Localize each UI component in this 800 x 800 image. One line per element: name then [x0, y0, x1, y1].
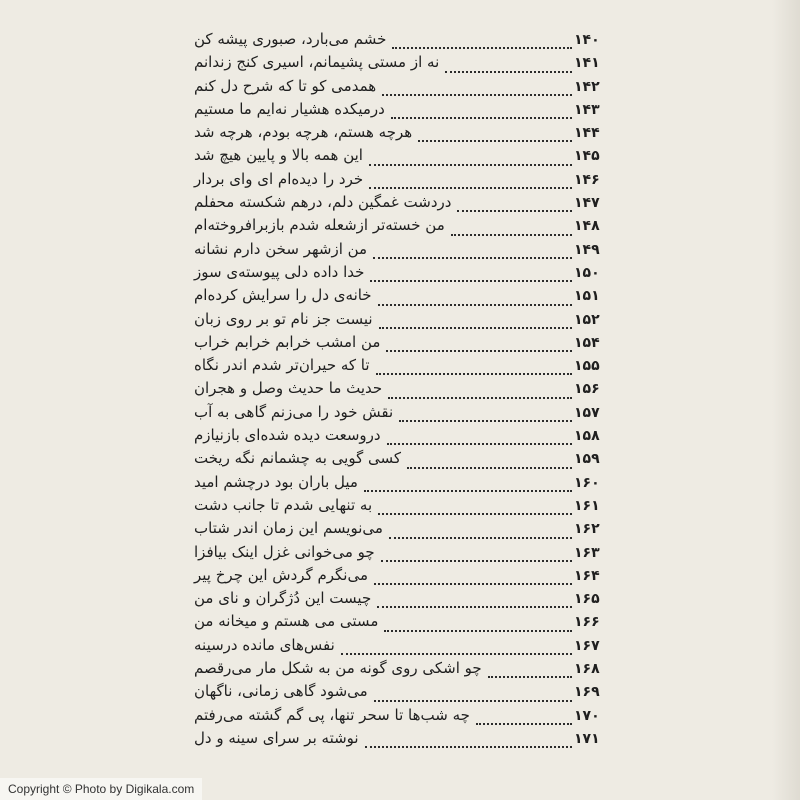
- toc-entry: [190, 77, 610, 100]
- table-of-contents: [190, 30, 610, 752]
- dot-leader: [445, 71, 572, 73]
- toc-entry-page-number: ۱۶۶: [574, 614, 600, 631]
- toc-entry-page-number: ۱۴۷: [574, 195, 600, 212]
- toc-entry: [190, 403, 610, 426]
- toc-entry-title: نقش خود را می‌زنم گاهی به آب: [194, 402, 394, 421]
- toc-entry: [190, 100, 610, 123]
- toc-entry-page-number: ۱۵۸: [574, 428, 600, 445]
- toc-entry-title: می‌نویسم این زمان اندر شتاب: [194, 519, 383, 538]
- toc-entry-title: درمیکده هشیار نه‌ایم ما مستیم: [194, 99, 385, 118]
- dot-leader: [382, 94, 572, 96]
- toc-entry-page-number: ۱۵۶: [574, 381, 600, 398]
- toc-entry-title: خدا داده دلی پیوسته‌ی سوز: [194, 262, 365, 281]
- dot-leader: [418, 140, 572, 142]
- toc-entry: [190, 53, 610, 76]
- toc-entry-title: من ازشهر سخن دارم نشانه: [194, 239, 368, 258]
- toc-entry-title: همدمی کو تا که شرح دل کنم: [194, 76, 377, 95]
- dot-leader: [365, 746, 572, 748]
- toc-entry: [190, 310, 610, 333]
- toc-entry-page-number: ۱۶۰: [574, 474, 600, 491]
- toc-entry-title: خشم می‌بارد، صبوری پیشه کن: [194, 30, 387, 48]
- dot-leader: [381, 560, 572, 562]
- toc-entry-title: من خسته‌تر ازشعله شدم بازبرافروخته‌ام: [194, 216, 445, 235]
- toc-entry-page-number: ۱۵۱: [574, 288, 600, 305]
- toc-entry-page-number: ۱۴۸: [574, 218, 600, 235]
- toc-entry-page-number: ۱۴۴: [574, 125, 600, 142]
- toc-entry: [190, 30, 610, 53]
- toc-entry-title: این همه بالا و پایین هیچ شد: [194, 146, 363, 165]
- toc-entry: [190, 612, 610, 635]
- toc-entry-title: دروسعت دیده شده‌ای بازنیازم: [194, 426, 381, 445]
- dot-leader: [388, 397, 572, 399]
- toc-entry-title: حدیث ما حدیث وصل و هجران: [194, 379, 383, 398]
- toc-entry-page-number: ۱۴۰: [574, 32, 600, 48]
- dot-leader: [451, 234, 572, 236]
- toc-entry-title: می‌نگرم گردش این چرخ پیر: [194, 565, 369, 584]
- toc-entry: [190, 240, 610, 263]
- toc-entry: [190, 286, 610, 309]
- dot-leader: [373, 257, 572, 259]
- page-edge-shadow: [772, 0, 800, 800]
- toc-entry: [190, 356, 610, 379]
- toc-entry: [190, 193, 610, 216]
- toc-entry: [190, 543, 610, 566]
- dot-leader: [378, 304, 572, 306]
- toc-entry-page-number: ۱۷۱: [574, 730, 600, 747]
- toc-entry-page-number: ۱۵۴: [574, 334, 600, 351]
- toc-entry-title: نفس‌های مانده درسینه: [194, 635, 335, 654]
- toc-entry-page-number: ۱۴۱: [574, 55, 600, 72]
- toc-entry: [190, 123, 610, 146]
- toc-entry-title: چه شب‌ها تا سحر تنها، پی گم گشته می‌رفتم: [194, 705, 470, 724]
- dot-leader: [488, 676, 572, 678]
- toc-entry-page-number: ۱۶۱: [574, 497, 600, 514]
- dot-leader: [341, 653, 572, 655]
- dot-leader: [387, 443, 572, 445]
- toc-entry-page-number: ۱۶۴: [574, 567, 600, 584]
- toc-entry-page-number: ۱۶۸: [574, 661, 600, 678]
- dot-leader: [379, 327, 572, 329]
- toc-entry: [190, 706, 610, 729]
- toc-entry-page-number: ۱۶۹: [574, 684, 600, 701]
- toc-entry-page-number: ۱۶۳: [574, 544, 600, 561]
- toc-entry-title: می‌شود گاهی زمانی، ناگهان: [194, 682, 368, 701]
- toc-entry-title: چو اشکی روی گونه من به شکل مار می‌رقصم: [194, 659, 482, 678]
- dot-leader: [457, 210, 572, 212]
- dot-leader: [369, 187, 572, 189]
- toc-entry: [190, 589, 610, 612]
- toc-entry-title: کسی گویی به چشمانم نگه ریخت: [194, 449, 402, 468]
- toc-entry-title: نوشته بر سرای سینه و دل: [194, 728, 359, 747]
- toc-entry-page-number: ۱۷۰: [574, 707, 600, 724]
- toc-entry-page-number: ۱۴۹: [574, 241, 600, 258]
- dot-leader: [374, 583, 572, 585]
- toc-entry-title: نیست جز نام تو بر روی زبان: [194, 309, 373, 328]
- toc-entry-title: من امشب خرابم خرابم خراب: [194, 332, 381, 351]
- toc-entry-page-number: ۱۴۶: [574, 171, 600, 188]
- toc-entry-page-number: ۱۴۵: [574, 148, 600, 165]
- dot-leader: [377, 606, 572, 608]
- toc-entry-title: چو می‌خوانی غزل اینک بیافزا: [194, 542, 375, 561]
- dot-leader: [392, 47, 572, 49]
- dot-leader: [374, 700, 572, 702]
- toc-entry-page-number: ۱۵۰: [574, 264, 600, 281]
- toc-entry-title: خرد را دیده‌ام ای وای بردار: [194, 169, 364, 188]
- dot-leader: [389, 537, 572, 539]
- toc-entry: [190, 449, 610, 472]
- dot-leader: [386, 350, 572, 352]
- toc-entry: [190, 566, 610, 589]
- photo-credit: Copyright © Photo by Digikala.com: [0, 778, 202, 800]
- toc-entry: [190, 216, 610, 239]
- dot-leader: [384, 630, 572, 632]
- toc-entry-title: دردشت غمگین دلم، درهم شکسته محفلم: [194, 193, 452, 212]
- toc-entry-page-number: ۱۵۲: [574, 311, 600, 328]
- toc-entry: [190, 379, 610, 402]
- toc-entry: [190, 519, 610, 542]
- dot-leader: [378, 513, 572, 515]
- toc-entry-title: تا که حیران‌تر شدم اندر نگاه: [194, 356, 370, 375]
- toc-entry: [190, 263, 610, 286]
- toc-entry-title: میل باران بود درچشم امید: [194, 472, 358, 491]
- toc-entry-title: خانه‌ی دل را سرایش کرده‌ام: [194, 286, 372, 305]
- dot-leader: [364, 490, 572, 492]
- dot-leader: [399, 420, 572, 422]
- toc-entry-page-number: ۱۶۵: [574, 591, 600, 608]
- toc-entry: [190, 170, 610, 193]
- dot-leader: [376, 373, 572, 375]
- dot-leader: [407, 467, 572, 469]
- dot-leader: [476, 723, 572, 725]
- toc-entry: [190, 473, 610, 496]
- toc-entry-page-number: ۱۵۹: [574, 451, 600, 468]
- toc-entry: [190, 333, 610, 356]
- toc-entry-title: به تنهایی شدم تا جانب دشت: [194, 495, 373, 514]
- toc-entry-page-number: ۱۴۳: [574, 101, 600, 118]
- toc-entry-page-number: ۱۵۵: [574, 358, 600, 375]
- toc-entry-page-number: ۱۶۲: [574, 521, 600, 538]
- dot-leader: [391, 117, 572, 119]
- toc-entry: [190, 659, 610, 682]
- toc-entry-title: چیست این دُژگران و نای من: [194, 589, 372, 608]
- toc-entry-title: هرچه هستم، هرچه بودم، هرچه شد: [194, 123, 413, 142]
- toc-entry: [190, 426, 610, 449]
- toc-entry-page-number: ۱۵۷: [574, 404, 600, 421]
- dot-leader: [369, 164, 572, 166]
- toc-entry: [190, 682, 610, 705]
- toc-entry: [190, 146, 610, 169]
- toc-entry: [190, 636, 610, 659]
- toc-entry-title: مستی می هستم و میخانه من: [194, 612, 379, 631]
- toc-entry-page-number: ۱۶۷: [574, 637, 600, 654]
- toc-entry: [190, 496, 610, 519]
- toc-entry-title: نه از مستی پشیمانم، اسیری کنج زندانم: [194, 53, 440, 72]
- dot-leader: [370, 280, 572, 282]
- toc-entry: [190, 729, 610, 752]
- toc-entry-page-number: ۱۴۲: [574, 78, 600, 95]
